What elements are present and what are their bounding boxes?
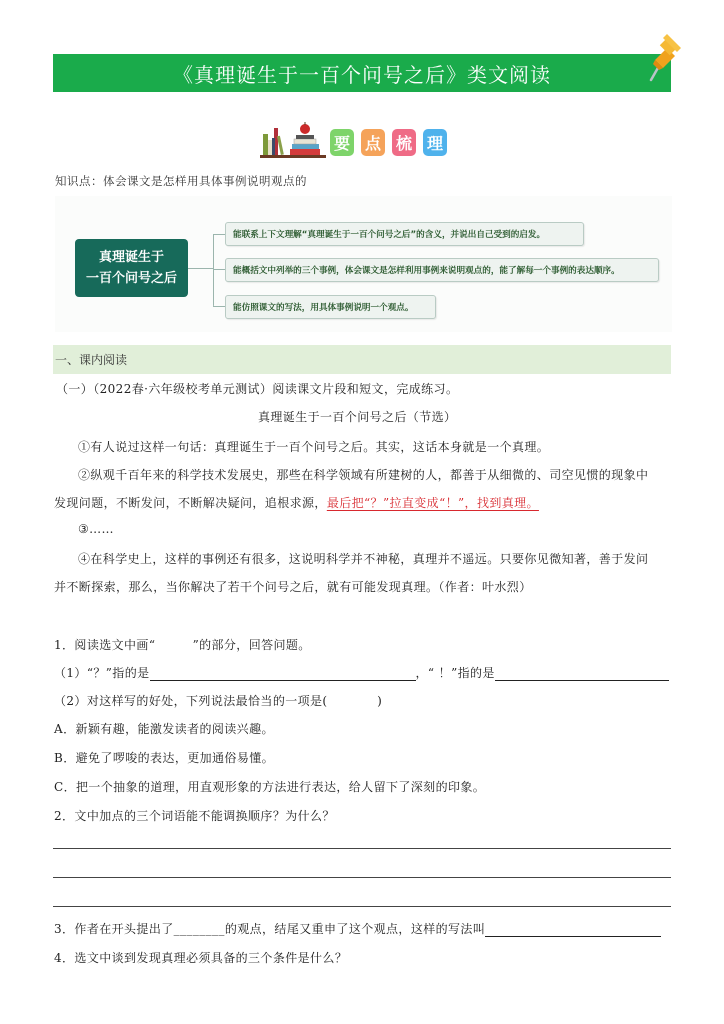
passage-title: 真理诞生于一百个问号之后（节选） xyxy=(258,410,457,424)
mindmap-node: 能仿照课文的写法，用具体事例说明一个观点。 xyxy=(225,295,436,319)
section-title: 一、课内阅读 xyxy=(55,353,128,367)
question-3 xyxy=(54,920,672,937)
answer-line[interactable] xyxy=(53,906,671,907)
mindmap-node: 能概括文中列举的三个事例，体会课文是怎样利用事例来说明观点的，能了解每一个事例的表达顺序。 xyxy=(225,258,659,282)
pushpin-icon xyxy=(645,30,689,84)
answer-line[interactable] xyxy=(53,848,671,849)
passage-paragraph-4-line2: 并不断探索，那么，当你解决了若干个问号之后，就有可能发现真理。（作者：叶水烈） xyxy=(54,580,532,594)
passage-intro: （一）（2022春·六年级校考单元测试）阅读课文片段和短文，完成练习。 xyxy=(56,382,459,396)
question-1-1-label-a: （1）“？”指的是 xyxy=(54,666,150,680)
keypoints-header xyxy=(258,122,447,158)
passage-paragraph-2-line2 xyxy=(54,494,539,511)
mindmap-root-line2: 一百个问号之后 xyxy=(85,271,177,286)
keypoint-tile: 点 xyxy=(361,129,385,156)
knowledge-point: 知识点：体会课文是怎样用具体事例说明观点的 xyxy=(55,174,307,188)
keypoints-tiles xyxy=(330,129,447,156)
mindmap-connector xyxy=(213,234,214,306)
question-1-1-label-b: ，“ ！”指的是 xyxy=(415,666,495,680)
mindmap xyxy=(55,196,672,332)
keypoint-tile: 要 xyxy=(330,129,354,156)
question-4: 4．选文中谈到发现真理必须具备的三个条件是什么？ xyxy=(54,951,348,965)
mindmap-connector xyxy=(188,268,213,269)
keypoint-tile: 理 xyxy=(423,129,447,156)
answer-line[interactable] xyxy=(53,877,671,878)
question-3-text: 3．作者在开头提出了________的观点，结尾又重申了这个观点，这样的写法叫 xyxy=(54,922,486,936)
mindmap-connector xyxy=(213,306,225,307)
option-c[interactable]: C．把一个抽象的道理，用直观形象的方法进行表达，给人留下了深刻的印象。 xyxy=(54,780,486,794)
option-b[interactable]: B．避免了啰唆的表达，更加通俗易懂。 xyxy=(54,751,275,765)
page-title: 《真理诞生于一百个问号之后》类文阅读 xyxy=(173,62,551,87)
keypoint-tile: 梳 xyxy=(392,129,416,156)
passage-paragraph-4-line1: ④在科学史上，这样的事例还有很多，这说明科学并不神秘，真理并不遥远。只要你见微知著，善于发问 xyxy=(78,552,649,566)
passage-paragraph-3: ③…… xyxy=(78,522,114,536)
section-header xyxy=(53,345,671,374)
question-1: 1．阅读选文中画“ ”的部分，回答问题。 xyxy=(54,638,311,652)
title-banner xyxy=(53,54,671,92)
answer-blank[interactable] xyxy=(495,667,669,681)
passage-paragraph-1: ①有人说过这样一句话：真理诞生于一百个问号之后。其实，这话本身就是一个真理。 xyxy=(78,440,550,454)
question-2: 2．文中加点的三个词语能不能调换顺序？为什么？ xyxy=(54,809,335,823)
question-1-1 xyxy=(54,664,672,681)
mindmap-root-line1: 真理诞生于 xyxy=(98,250,164,265)
mindmap-node: 能联系上下文理解“真理诞生于一百个问号之后”的含义，并说出自己受到的启发。 xyxy=(225,222,584,246)
mindmap-root xyxy=(75,239,188,297)
passage-paragraph-2-line1: ②纵观千百年来的科学技术发展史，那些在科学领域有所建树的人，都善于从细微的、司空见惯的现象中 xyxy=(78,468,649,482)
answer-blank[interactable] xyxy=(150,667,416,681)
books-icon xyxy=(258,122,328,158)
mindmap-connector xyxy=(213,269,225,270)
mindmap-connector xyxy=(213,234,225,235)
answer-blank[interactable] xyxy=(485,923,661,937)
underlined-sentence: 最后把“？”拉直变成“！”，找到真理。 xyxy=(326,496,539,510)
option-a[interactable]: A．新颖有趣，能激发读者的阅读兴趣。 xyxy=(54,722,274,736)
passage-text: 发现问题，不断发问，不断解决疑问，追根求源， xyxy=(54,496,327,510)
question-1-2: （2）对这样写的好处，下列说法最恰当的一项是( ) xyxy=(54,694,383,708)
